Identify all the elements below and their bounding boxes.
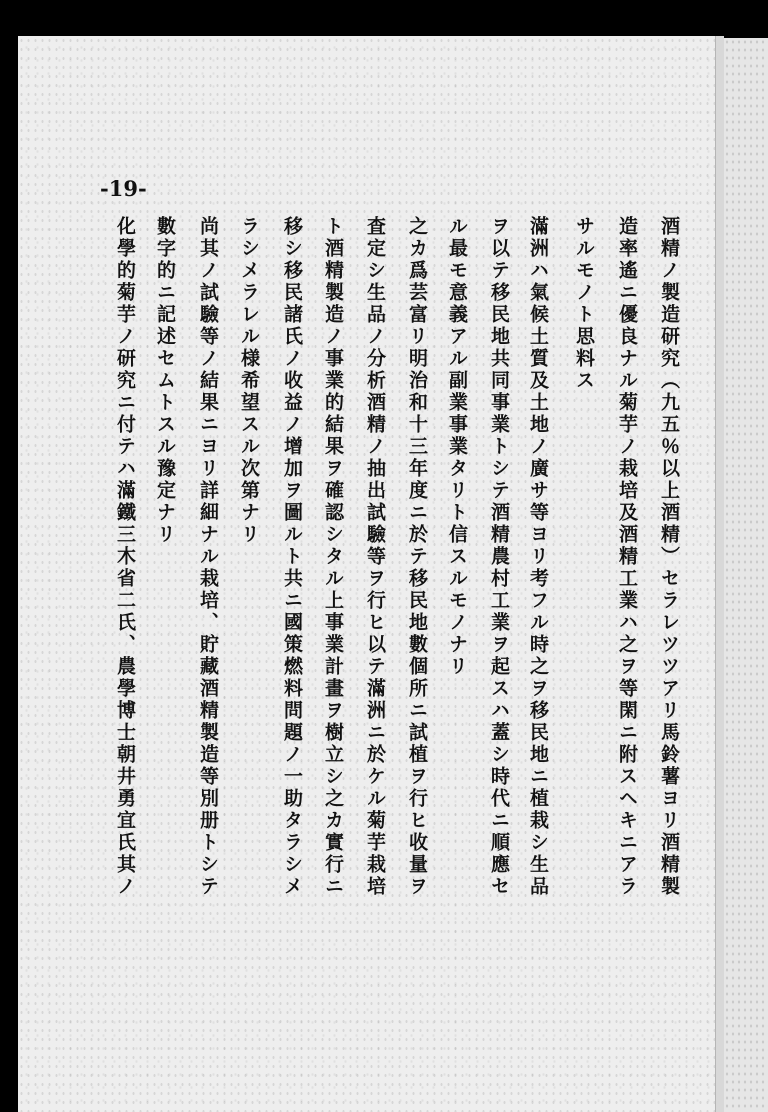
text-column: 滿洲ハ氣候土質及土地ノ廣サ等ヨリ考フル時之ヲ移民地ニ植栽シ生品: [527, 216, 549, 898]
text-column: 造率遙ニ優良ナル菊芋ノ栽培及酒精工業ハ之ヲ等閑ニ附スヘキニアラ: [616, 216, 638, 898]
text-column: ル最モ意義アル副業事業タリト信スルモノナリ: [446, 216, 468, 678]
page-edge: [715, 36, 724, 1112]
text-column: 之カ爲芸富リ明治和十三年度ニ於テ移民地數個所ニ試植ヲ行ヒ收量ヲ: [406, 216, 428, 898]
text-column: ヲ以テ移民地共同事業トシテ酒精農村工業ヲ起スハ蓋シ時代ニ順應セ: [488, 216, 510, 898]
text-column: 尚其ノ試驗等ノ結果ニヨリ詳細ナル栽培、貯藏酒精製造等別册トシテ: [197, 216, 219, 898]
text-column: 査定シ生品ノ分析酒精ノ抽出試驗等ヲ行ヒ以テ滿洲ニ於ケル菊芋栽培: [364, 216, 386, 898]
text-column: 數字的ニ記述セムトスル豫定ナリ: [154, 216, 176, 546]
adjacent-page-strip: [724, 38, 768, 1112]
text-column: 移シ移民諸氏ノ收益ノ增加ヲ圖ルト共ニ國策燃料問題ノ一助タラシメ: [281, 216, 303, 898]
text-column: サルモノト思料ス: [573, 216, 595, 392]
text-column: ト酒精製造ノ事業的結果ヲ確認シタル上事業計畫ヲ樹立シ之カ實行ニ: [322, 216, 344, 898]
text-column: 酒精ノ製造研究（九五％以上酒精）セラレツツアリ馬鈴薯ヨリ酒精製: [658, 216, 680, 898]
text-column: ラシメラレル様希望スル次第ナリ: [238, 216, 260, 546]
page-number: -19-: [100, 176, 147, 201]
text-column: 化學的菊芋ノ研究ニ付テハ滿鐵三木省二氏、農學博士朝井勇宜氏其ノ: [114, 216, 136, 898]
